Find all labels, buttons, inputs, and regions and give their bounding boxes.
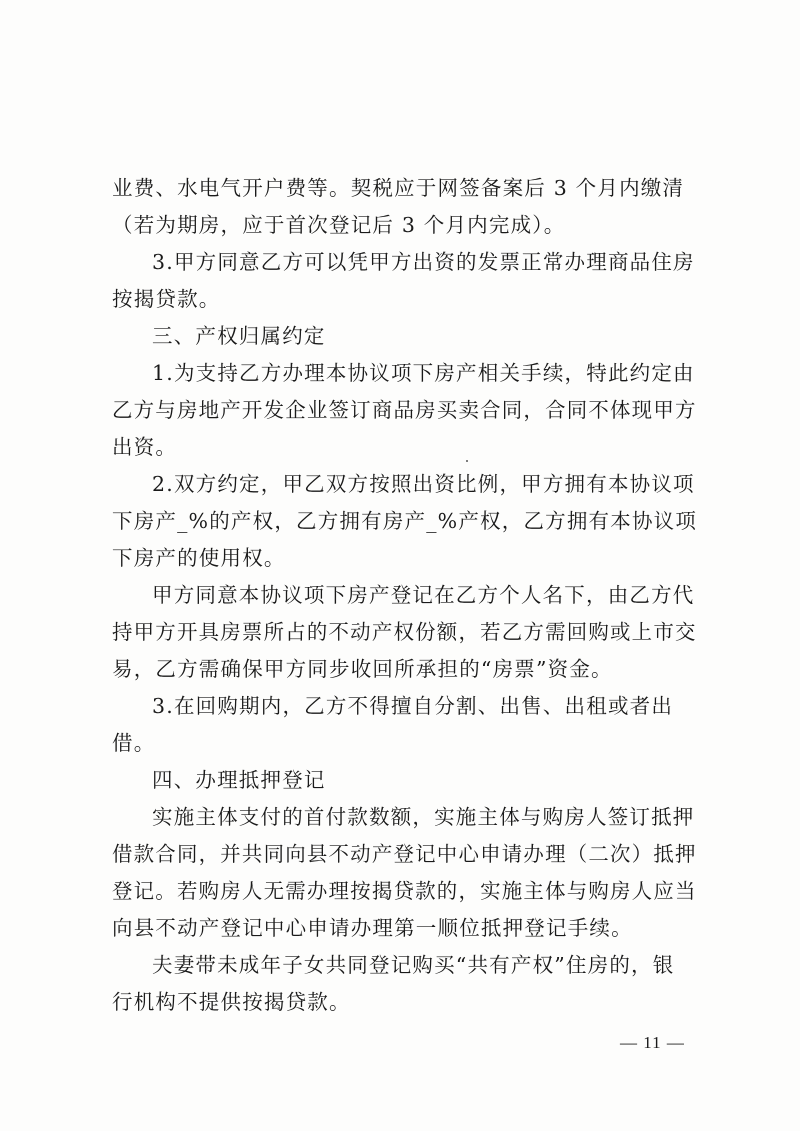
section-heading-3: 三、产权归属约定 bbox=[152, 324, 326, 348]
text-line: 易，乙方需确保甲方同步收回所承担的“房票”资金。 bbox=[112, 657, 613, 681]
text-line: 借款合同，并共同向县不动产登记中心申请办理（二次）抵押 bbox=[112, 842, 697, 866]
text-line: 乙方与房地产开发企业签订商品房买卖合同，合同不体现甲方 bbox=[112, 398, 697, 422]
page-number: — 11 — bbox=[620, 1033, 685, 1052]
paragraph-item-3: 3.甲方同意乙方可以凭甲方出资的发票正常办理商品住房 bbox=[152, 250, 695, 274]
text-line: 按揭贷款。 bbox=[112, 287, 221, 311]
text-line: 下房产_%的产权，乙方拥有房产_%产权，乙方拥有本协议项 bbox=[112, 509, 698, 533]
paragraph-item-3: 3.在回购期内，乙方不得擅自分割、出售、出租或者出 bbox=[152, 694, 674, 718]
text-line: 出资。 bbox=[112, 435, 178, 459]
paragraph-item-2: 2.双方约定，甲乙双方按照出资比例，甲方拥有本协议项 bbox=[152, 472, 695, 496]
text-line: 登记。若购房人无需办理按揭贷款的，实施主体与购房人应当 bbox=[112, 879, 697, 903]
section-heading-4: 四、办理抵押登记 bbox=[152, 768, 326, 792]
text-line: 行机构不提供按揭贷款。 bbox=[112, 990, 351, 1014]
text-line: （若为期房，应于首次登记后 3 个月内完成）。 bbox=[112, 213, 566, 237]
paragraph: 甲方同意本协议项下房产登记在乙方个人名下，由乙方代 bbox=[152, 583, 695, 607]
text-line: 下房产的使用权。 bbox=[112, 546, 286, 570]
text-line: 业费、水电气开户费等。契税应于网签备案后 3 个月内缴清 bbox=[112, 176, 685, 200]
paragraph-item-1: 1.为支持乙方办理本协议项下房产相关手续，特此约定由 bbox=[152, 361, 695, 385]
text-line: 持甲方开具房票所占的不动产权份额，若乙方需回购或上市交 bbox=[112, 620, 697, 644]
paragraph: 实施主体支付的首付款数额，实施主体与购房人签订抵押 bbox=[152, 805, 695, 829]
paragraph: 夫妻带未成年子女共同登记购买“共有产权”住房的，银 bbox=[152, 953, 675, 977]
text-line: 借。 bbox=[112, 731, 156, 755]
text-line: 向县不动产登记中心申请办理第一顺位抵押登记手续。 bbox=[112, 916, 633, 940]
scan-speck bbox=[466, 460, 468, 462]
